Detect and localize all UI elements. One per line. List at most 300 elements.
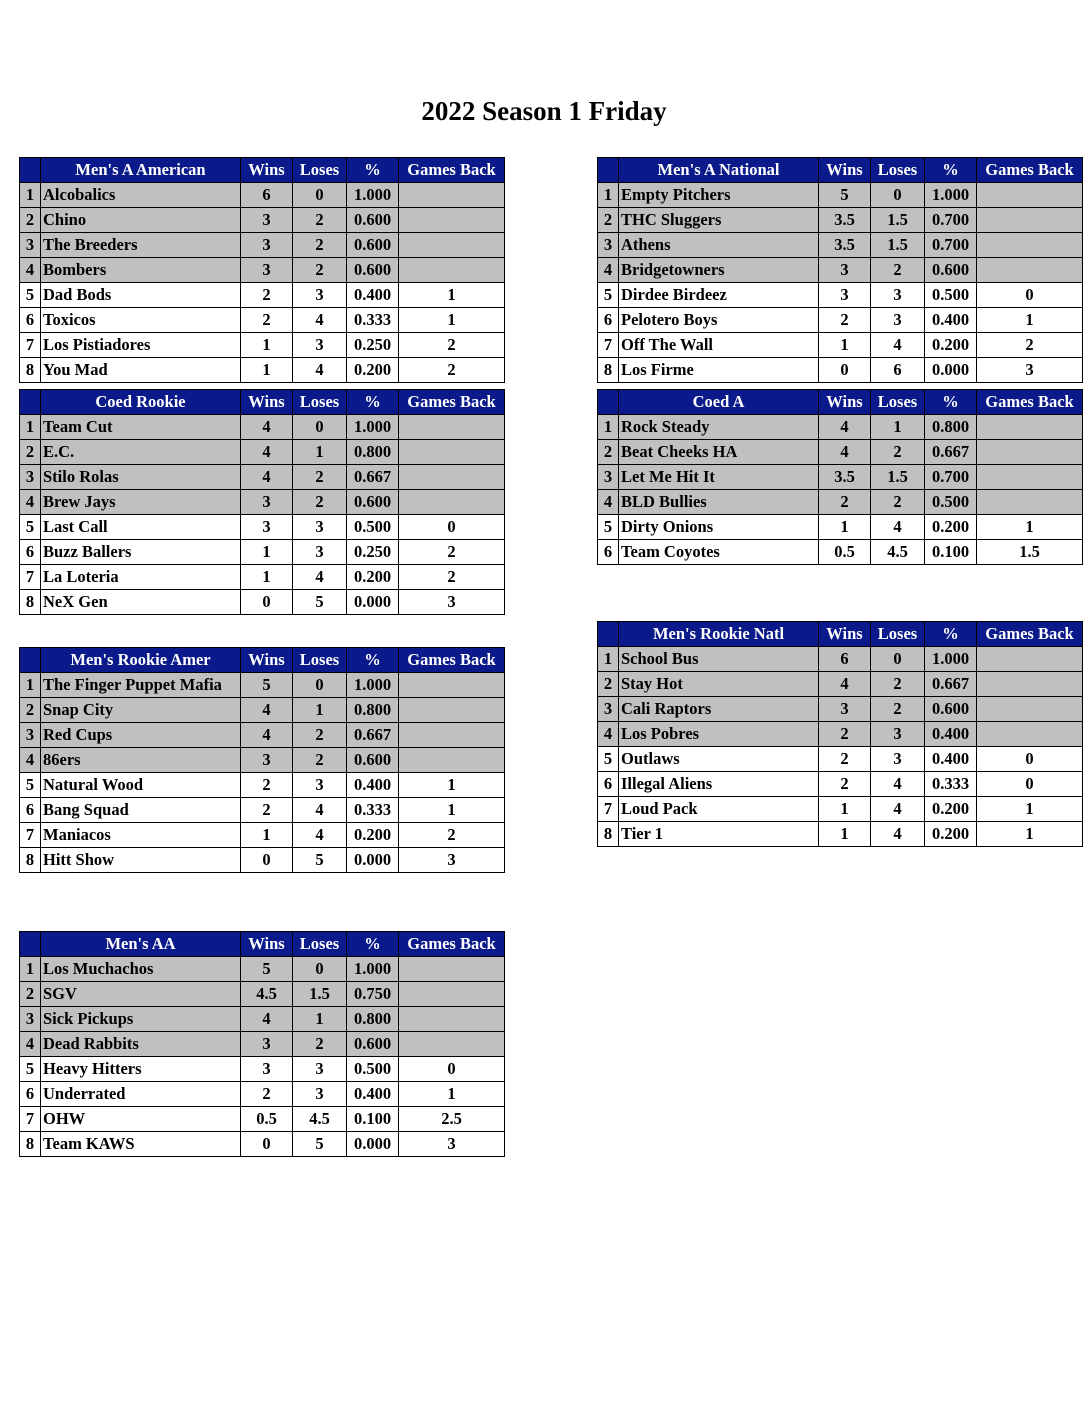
- pct-cell: 0.600: [347, 208, 399, 233]
- team-name-cell: La Loteria: [41, 565, 241, 590]
- loses-cell: 4: [293, 798, 347, 823]
- rank-cell: 5: [598, 747, 619, 772]
- pct-cell: 0.750: [347, 982, 399, 1007]
- table-row: [20, 308, 505, 333]
- rank-cell: 8: [20, 590, 41, 615]
- wins-cell: 2: [241, 1082, 293, 1107]
- wins-cell: 2: [819, 490, 871, 515]
- wins-cell: 4: [241, 698, 293, 723]
- rank-header-cell: [598, 622, 619, 647]
- loses-cell: 3: [293, 515, 347, 540]
- wins-cell: 3: [241, 1032, 293, 1057]
- loses-header: Loses: [871, 622, 925, 647]
- pct-cell: 0.600: [347, 490, 399, 515]
- pct-cell: 0.800: [347, 440, 399, 465]
- games-back-cell: 1: [399, 798, 505, 823]
- wins-cell: 2: [819, 722, 871, 747]
- team-name-cell: Heavy Hitters: [41, 1057, 241, 1082]
- team-name-cell: Dad Bods: [41, 283, 241, 308]
- wins-cell: 3: [819, 697, 871, 722]
- wins-cell: 0: [819, 358, 871, 383]
- table-row: [598, 358, 1083, 383]
- games-back-cell: 1.5: [977, 540, 1083, 565]
- rank-cell: 4: [598, 490, 619, 515]
- loses-cell: 2: [293, 208, 347, 233]
- pct-cell: 0.000: [347, 848, 399, 873]
- loses-cell: 1: [293, 698, 347, 723]
- games-back-cell: 1: [977, 308, 1083, 333]
- standings-table-coed-a: [597, 389, 1083, 565]
- loses-cell: 4: [871, 797, 925, 822]
- games-back-header: Games Back: [977, 622, 1083, 647]
- loses-cell: 1: [293, 440, 347, 465]
- table-row: [598, 208, 1083, 233]
- loses-cell: 4: [293, 565, 347, 590]
- games-back-cell: [977, 208, 1083, 233]
- loses-cell: 4.5: [293, 1107, 347, 1132]
- rank-cell: 6: [598, 308, 619, 333]
- division-name: Men's AA: [41, 932, 241, 957]
- table-row: [598, 822, 1083, 847]
- loses-cell: 2: [871, 490, 925, 515]
- rank-cell: 3: [20, 465, 41, 490]
- wins-cell: 1: [241, 565, 293, 590]
- games-back-cell: [977, 465, 1083, 490]
- table-row: [20, 798, 505, 823]
- wins-cell: 1: [241, 540, 293, 565]
- loses-header: Loses: [293, 932, 347, 957]
- wins-cell: 3: [241, 748, 293, 773]
- table-row: [20, 283, 505, 308]
- games-back-header: Games Back: [977, 390, 1083, 415]
- games-back-cell: [977, 490, 1083, 515]
- loses-cell: 0: [293, 673, 347, 698]
- games-back-cell: [399, 748, 505, 773]
- team-name-cell: Los Firme: [619, 358, 819, 383]
- games-back-cell: [977, 672, 1083, 697]
- loses-cell: 1.5: [871, 465, 925, 490]
- team-name-cell: You Mad: [41, 358, 241, 383]
- team-name-cell: Rock Steady: [619, 415, 819, 440]
- table-row: [20, 1032, 505, 1057]
- table-row: [598, 672, 1083, 697]
- loses-cell: 4: [293, 308, 347, 333]
- pct-cell: 1.000: [347, 673, 399, 698]
- standings-table-men-s-rookie-amer: [19, 647, 505, 873]
- pct-cell: 0.700: [925, 208, 977, 233]
- games-back-cell: [977, 233, 1083, 258]
- loses-cell: 3: [293, 540, 347, 565]
- games-back-cell: 3: [399, 848, 505, 873]
- rank-header-cell: [598, 158, 619, 183]
- loses-cell: 3: [293, 1082, 347, 1107]
- pct-cell: 0.500: [347, 1057, 399, 1082]
- rank-cell: 8: [20, 1132, 41, 1157]
- pct-header: %: [347, 932, 399, 957]
- games-back-cell: 2.5: [399, 1107, 505, 1132]
- table-row: [20, 465, 505, 490]
- table-row: [598, 183, 1083, 208]
- wins-cell: 2: [819, 747, 871, 772]
- table-header-row: [598, 390, 1083, 415]
- table-row: [598, 283, 1083, 308]
- rank-cell: 2: [20, 440, 41, 465]
- rank-cell: 1: [20, 957, 41, 982]
- wins-cell: 1: [819, 515, 871, 540]
- loses-cell: 0: [293, 183, 347, 208]
- table-row: [20, 673, 505, 698]
- division-name: Men's Rookie Natl: [619, 622, 819, 647]
- table-header-row: [598, 622, 1083, 647]
- team-name-cell: Buzz Ballers: [41, 540, 241, 565]
- rank-cell: 5: [598, 283, 619, 308]
- pct-cell: 0.600: [347, 258, 399, 283]
- rank-cell: 2: [20, 208, 41, 233]
- table-row: [598, 440, 1083, 465]
- games-back-cell: 1: [399, 1082, 505, 1107]
- pct-cell: 0.000: [925, 358, 977, 383]
- wins-cell: 5: [241, 673, 293, 698]
- wins-cell: 0: [241, 848, 293, 873]
- rank-cell: 3: [598, 233, 619, 258]
- wins-header: Wins: [241, 648, 293, 673]
- pct-cell: 0.400: [925, 722, 977, 747]
- pct-cell: 0.250: [347, 540, 399, 565]
- loses-cell: 4: [871, 515, 925, 540]
- table-row: [598, 722, 1083, 747]
- wins-cell: 3.5: [819, 465, 871, 490]
- pct-cell: 0.400: [925, 747, 977, 772]
- table-row: [20, 233, 505, 258]
- rank-cell: 5: [20, 515, 41, 540]
- games-back-cell: 2: [399, 540, 505, 565]
- team-name-cell: Los Muchachos: [41, 957, 241, 982]
- pct-cell: 0.600: [347, 233, 399, 258]
- loses-cell: 0: [871, 183, 925, 208]
- wins-cell: 2: [241, 283, 293, 308]
- rank-cell: 1: [20, 415, 41, 440]
- games-back-cell: [399, 233, 505, 258]
- loses-header: Loses: [871, 158, 925, 183]
- team-name-cell: Brew Jays: [41, 490, 241, 515]
- team-name-cell: Sick Pickups: [41, 1007, 241, 1032]
- rank-cell: 7: [20, 565, 41, 590]
- rank-cell: 5: [598, 515, 619, 540]
- games-back-cell: 1: [399, 308, 505, 333]
- wins-cell: 3: [819, 258, 871, 283]
- loses-cell: 5: [293, 1132, 347, 1157]
- pct-cell: 0.200: [925, 515, 977, 540]
- table-row: [20, 565, 505, 590]
- games-back-cell: 2: [399, 823, 505, 848]
- rank-cell: 4: [598, 722, 619, 747]
- games-back-cell: [399, 673, 505, 698]
- team-name-cell: Empty Pitchers: [619, 183, 819, 208]
- games-back-cell: [399, 957, 505, 982]
- games-back-cell: [399, 208, 505, 233]
- wins-cell: 3: [241, 1057, 293, 1082]
- loses-cell: 3: [871, 722, 925, 747]
- pct-header: %: [925, 158, 977, 183]
- table-row: [20, 208, 505, 233]
- standings-table-coed-rookie: [19, 389, 505, 615]
- team-name-cell: Stay Hot: [619, 672, 819, 697]
- team-name-cell: OHW: [41, 1107, 241, 1132]
- games-back-cell: [399, 183, 505, 208]
- rank-header-cell: [20, 158, 41, 183]
- rank-cell: 7: [20, 823, 41, 848]
- wins-cell: 4: [241, 440, 293, 465]
- loses-cell: 2: [293, 1032, 347, 1057]
- games-back-cell: 2: [399, 358, 505, 383]
- wins-cell: 3: [241, 208, 293, 233]
- games-back-cell: [977, 183, 1083, 208]
- loses-cell: 2: [293, 490, 347, 515]
- table-row: [20, 540, 505, 565]
- loses-cell: 2: [293, 233, 347, 258]
- team-name-cell: E.C.: [41, 440, 241, 465]
- table-row: [20, 823, 505, 848]
- team-name-cell: Dirdee Birdeez: [619, 283, 819, 308]
- loses-cell: 2: [293, 465, 347, 490]
- table-row: [598, 772, 1083, 797]
- table-row: [20, 748, 505, 773]
- wins-cell: 0: [241, 590, 293, 615]
- table-row: [598, 515, 1083, 540]
- games-back-cell: 1: [977, 515, 1083, 540]
- rank-cell: 4: [20, 748, 41, 773]
- team-name-cell: Alcobalics: [41, 183, 241, 208]
- rank-cell: 4: [20, 1032, 41, 1057]
- table-row: [598, 490, 1083, 515]
- table-row: [20, 358, 505, 383]
- table-header-row: [20, 158, 505, 183]
- pct-cell: 0.333: [347, 308, 399, 333]
- division-name: Men's Rookie Amer: [41, 648, 241, 673]
- pct-cell: 0.200: [347, 823, 399, 848]
- wins-cell: 3: [241, 490, 293, 515]
- wins-cell: 0: [241, 1132, 293, 1157]
- rank-cell: 4: [598, 258, 619, 283]
- pct-cell: 1.000: [347, 415, 399, 440]
- wins-cell: 3: [241, 233, 293, 258]
- rank-cell: 7: [20, 1107, 41, 1132]
- pct-cell: 0.500: [925, 490, 977, 515]
- division-name: Men's A American: [41, 158, 241, 183]
- rank-cell: 7: [20, 333, 41, 358]
- rank-cell: 3: [20, 1007, 41, 1032]
- rank-header-cell: [20, 390, 41, 415]
- team-name-cell: Loud Pack: [619, 797, 819, 822]
- pct-cell: 0.700: [925, 465, 977, 490]
- wins-cell: 1: [819, 822, 871, 847]
- rank-cell: 6: [598, 772, 619, 797]
- pct-cell: 0.600: [347, 1032, 399, 1057]
- team-name-cell: Let Me Hit It: [619, 465, 819, 490]
- rank-cell: 7: [598, 797, 619, 822]
- table-row: [598, 415, 1083, 440]
- loses-cell: 3: [293, 1057, 347, 1082]
- wins-header: Wins: [819, 158, 871, 183]
- games-back-cell: [399, 1032, 505, 1057]
- loses-cell: 2: [871, 697, 925, 722]
- division-name: Coed Rookie: [41, 390, 241, 415]
- table-row: [20, 490, 505, 515]
- games-back-cell: 0: [399, 1057, 505, 1082]
- pct-cell: 0.500: [925, 283, 977, 308]
- loses-cell: 3: [293, 773, 347, 798]
- table-row: [598, 465, 1083, 490]
- team-name-cell: The Finger Puppet Mafia: [41, 673, 241, 698]
- pct-cell: 1.000: [925, 183, 977, 208]
- division-name: Men's A National: [619, 158, 819, 183]
- pct-cell: 0.800: [347, 698, 399, 723]
- table-header-row: [598, 158, 1083, 183]
- team-name-cell: Team KAWS: [41, 1132, 241, 1157]
- table-row: [20, 258, 505, 283]
- pct-cell: 0.400: [347, 1082, 399, 1107]
- games-back-cell: 2: [399, 333, 505, 358]
- pct-cell: 0.200: [347, 565, 399, 590]
- loses-cell: 2: [871, 672, 925, 697]
- pct-cell: 0.800: [925, 415, 977, 440]
- loses-cell: 1.5: [293, 982, 347, 1007]
- table-row: [20, 183, 505, 208]
- rank-cell: 2: [20, 698, 41, 723]
- loses-cell: 3: [293, 333, 347, 358]
- division-name: Coed A: [619, 390, 819, 415]
- rank-cell: 4: [20, 258, 41, 283]
- wins-cell: 2: [241, 798, 293, 823]
- rank-cell: 2: [598, 208, 619, 233]
- team-name-cell: Toxicos: [41, 308, 241, 333]
- rank-cell: 6: [20, 308, 41, 333]
- wins-cell: 1: [819, 333, 871, 358]
- rank-cell: 1: [20, 183, 41, 208]
- pct-header: %: [347, 648, 399, 673]
- team-name-cell: Dirty Onions: [619, 515, 819, 540]
- loses-cell: 4: [293, 823, 347, 848]
- rank-cell: 2: [598, 440, 619, 465]
- pct-cell: 0.400: [347, 283, 399, 308]
- pct-cell: 0.667: [925, 440, 977, 465]
- team-name-cell: Pelotero Boys: [619, 308, 819, 333]
- table-row: [20, 982, 505, 1007]
- pct-cell: 0.100: [925, 540, 977, 565]
- wins-cell: 4: [241, 465, 293, 490]
- pct-cell: 0.200: [925, 333, 977, 358]
- team-name-cell: Athens: [619, 233, 819, 258]
- pct-cell: 0.200: [925, 822, 977, 847]
- table-row: [598, 233, 1083, 258]
- team-name-cell: Illegal Aliens: [619, 772, 819, 797]
- pct-header: %: [925, 622, 977, 647]
- team-name-cell: Maniacos: [41, 823, 241, 848]
- table-row: [598, 258, 1083, 283]
- games-back-cell: 0: [977, 772, 1083, 797]
- team-name-cell: Last Call: [41, 515, 241, 540]
- games-back-header: Games Back: [399, 390, 505, 415]
- team-name-cell: Stilo Rolas: [41, 465, 241, 490]
- loses-cell: 1: [871, 415, 925, 440]
- loses-header: Loses: [293, 158, 347, 183]
- wins-cell: 1: [241, 823, 293, 848]
- loses-cell: 4: [871, 772, 925, 797]
- rank-cell: 6: [20, 798, 41, 823]
- games-back-cell: 0: [977, 747, 1083, 772]
- team-name-cell: Hitt Show: [41, 848, 241, 873]
- wins-cell: 1: [241, 358, 293, 383]
- games-back-header: Games Back: [399, 932, 505, 957]
- wins-cell: 2: [241, 308, 293, 333]
- loses-cell: 6: [871, 358, 925, 383]
- table-row: [20, 848, 505, 873]
- team-name-cell: Natural Wood: [41, 773, 241, 798]
- wins-header: Wins: [241, 932, 293, 957]
- table-row: [20, 1107, 505, 1132]
- table-row: [598, 697, 1083, 722]
- standings-table-men-s-a-national: [597, 157, 1083, 383]
- rank-cell: 8: [20, 848, 41, 873]
- games-back-cell: [977, 258, 1083, 283]
- wins-cell: 4.5: [241, 982, 293, 1007]
- rank-cell: 6: [598, 540, 619, 565]
- games-back-header: Games Back: [977, 158, 1083, 183]
- rank-header-cell: [20, 932, 41, 957]
- standings-table-men-s-aa: [19, 931, 505, 1157]
- rank-cell: 1: [598, 647, 619, 672]
- wins-cell: 2: [819, 308, 871, 333]
- table-row: [20, 440, 505, 465]
- wins-cell: 5: [241, 957, 293, 982]
- wins-cell: 3.5: [819, 208, 871, 233]
- rank-cell: 5: [20, 773, 41, 798]
- team-name-cell: Tier 1: [619, 822, 819, 847]
- pct-cell: 0.800: [347, 1007, 399, 1032]
- wins-header: Wins: [819, 390, 871, 415]
- loses-cell: 3: [871, 283, 925, 308]
- table-row: [598, 747, 1083, 772]
- team-name-cell: SGV: [41, 982, 241, 1007]
- loses-cell: 1.5: [871, 233, 925, 258]
- table-row: [20, 723, 505, 748]
- loses-cell: 1.5: [871, 208, 925, 233]
- loses-cell: 0: [293, 957, 347, 982]
- wins-header: Wins: [241, 158, 293, 183]
- loses-cell: 2: [871, 440, 925, 465]
- games-back-cell: 1: [977, 797, 1083, 822]
- loses-cell: 5: [293, 848, 347, 873]
- table-row: [598, 333, 1083, 358]
- table-row: [20, 957, 505, 982]
- pct-cell: 0.250: [347, 333, 399, 358]
- wins-cell: 4: [241, 415, 293, 440]
- team-name-cell: Cali Raptors: [619, 697, 819, 722]
- rank-cell: 4: [20, 490, 41, 515]
- team-name-cell: Team Cut: [41, 415, 241, 440]
- rank-cell: 5: [20, 1057, 41, 1082]
- loses-cell: 2: [871, 258, 925, 283]
- table-row: [598, 647, 1083, 672]
- rank-cell: 1: [598, 183, 619, 208]
- table-row: [20, 773, 505, 798]
- table-row: [20, 698, 505, 723]
- rank-cell: 1: [20, 673, 41, 698]
- team-name-cell: Snap City: [41, 698, 241, 723]
- pct-header: %: [925, 390, 977, 415]
- games-back-cell: 3: [977, 358, 1083, 383]
- wins-cell: 1: [241, 333, 293, 358]
